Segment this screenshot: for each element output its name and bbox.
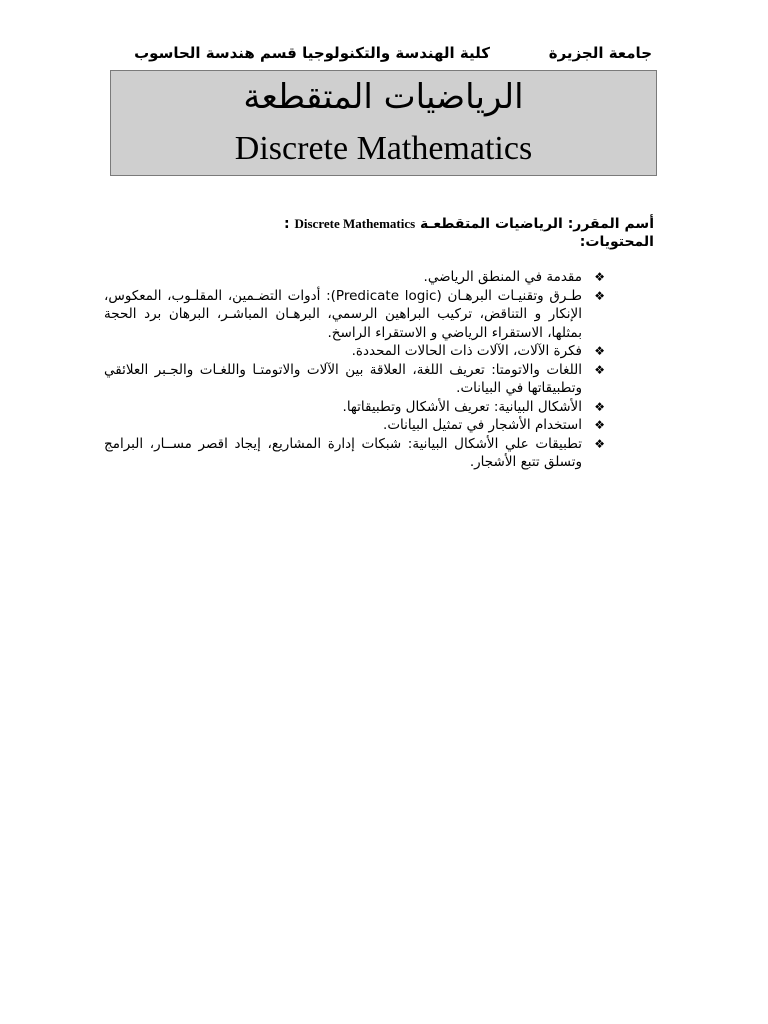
diamond-bullet-icon: ❖: [594, 270, 605, 284]
list-item-text: مقدمة في المنطق الرياضي.: [423, 269, 582, 285]
list-item-text: فكرة الآلات، الآلات ذات الحالات المحددة.: [351, 343, 582, 359]
list-item: [104, 435, 604, 472]
list-item-text: اللغات والاتومتا: تعريف اللغة، العلاقة بين الآلات والاتومتـا واللغـات والجـبر العلائقي وتطبيقاتها في البيانات.: [104, 361, 582, 396]
course-name-line: [109, 215, 654, 233]
list-item-text: استخدام الأشجار في تمثيل البيانات.: [383, 417, 582, 433]
title-box: [110, 70, 657, 176]
course-colon: :: [284, 216, 290, 232]
diamond-bullet-icon: ❖: [594, 288, 605, 303]
diamond-bullet-icon: ❖: [594, 418, 605, 432]
diamond-bullet-icon: ❖: [594, 399, 605, 414]
list-item: [104, 361, 604, 398]
list-item: [104, 268, 604, 287]
list-item: [104, 342, 604, 361]
arabic-title: الرياضيات المتقطعة: [243, 77, 524, 117]
list-item-text: طـرق وتقنيـات البرهـان (Predicate logic): أدوات التضـمين، المقلـوب، المعكوس، الإنكار و التناقض، تركيب البراهين الرسمي، البرهـان المباشـر، البرهان برد الحجة بمثلها، الاستقراء الرياضي و الاستقراء الراسخ.: [104, 287, 582, 341]
college-department: كلية الهندسة والتكنولوجيا قسم هندسة الحاسوب: [134, 44, 490, 62]
list-item-text: الأشكال البيانية: تعريف الأشكال وتطبيقاتها.: [342, 398, 582, 415]
diamond-bullet-icon: ❖: [594, 344, 605, 358]
course-name-label: أسم المقرر: الرياضيات المتقطعـة: [420, 216, 654, 232]
english-title: Discrete Mathematics: [234, 130, 533, 167]
list-item: [104, 398, 604, 417]
contents-label: المحتويات:: [579, 234, 654, 250]
list-item: [104, 287, 604, 343]
university-name: جامعة الجزيرة: [548, 44, 652, 62]
contents-list: [104, 268, 604, 472]
page-header: [110, 44, 658, 66]
course-info: [109, 215, 654, 251]
diamond-bullet-icon: ❖: [594, 362, 605, 377]
list-item: [104, 416, 604, 435]
diamond-bullet-icon: ❖: [594, 436, 605, 451]
course-english-name: Discrete Mathematics: [294, 216, 416, 231]
list-item-text: تطبيقات علي الأشكال البيانية: شبكات إدارة المشاريع، إيجاد اقصر مســار، البرامج وتسلق تتبع الأشجار.: [104, 435, 582, 470]
